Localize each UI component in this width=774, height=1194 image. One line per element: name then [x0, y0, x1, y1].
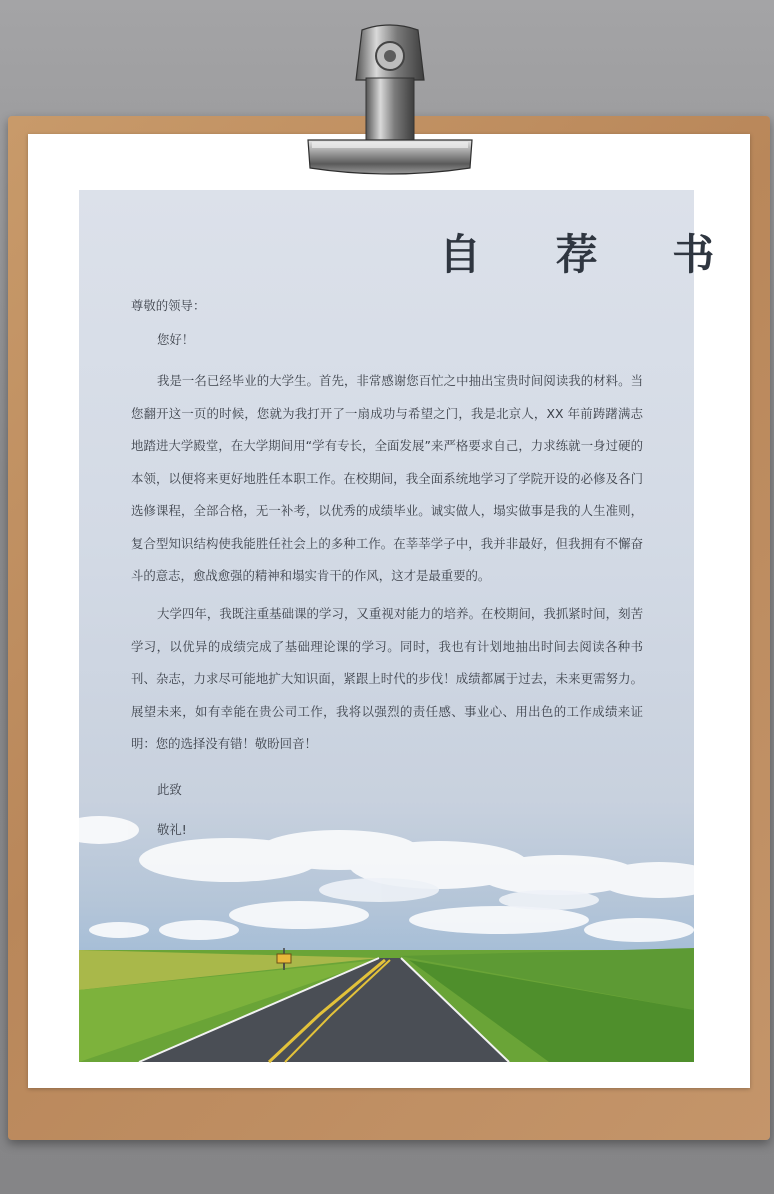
binder-clip-icon [300, 20, 480, 185]
body-paragraph: 我是一名已经毕业的大学生。首先，非常感谢您百忙之中抽出宝贵时间阅读我的材料。当您翻开这一页的时候，您就为我打开了一扇成功与希望之门，我是北京人，XX 年前踌躇满志地踏进大学殿堂，在大学期间用“学有专长，全面发展”来严格要求自己，力求练就一身过硬的本领，以便将来更好地胜任本职工作。在校期间，我全面系统地学习了学院开设的必修及各门选修课程，全部合格，无一补考，以优秀的成绩毕业。诚实做人，塌实做事是我的人生准则，复合型知识结构使我能胜任社会上的多种工作。在莘莘学子中，我并非最好，但我拥有不懈奋斗的意志，愈战愈强的精神和塌实肯干的作风，这才是最重要的。 [131, 373, 643, 583]
hello-line: 您好！ [157, 332, 195, 347]
page-title: 自 荐 书 [439, 230, 745, 279]
road-sign-icon [275, 952, 293, 968]
signoff-line: 敬礼! [157, 822, 187, 837]
road-landscape-illustration [79, 930, 694, 1062]
closing-line: 此致 [157, 782, 182, 797]
salutation: 尊敬的领导： [131, 298, 206, 313]
body-paragraph: 大学四年，我既注重基础课的学习，又重视对能力的培养。在校期间，我抓紧时间，刻苦学习，以优异的成绩完成了基础理论课的学习。同时，我也有计划地抽出时间去阅读各种书刊、杂志，力求尽可能地扩大知识面，紧跟上时代的步伐！成绩都属于过去，未来更需努力。展望未来，如有幸能在贵公司工作，我将以强烈的责任感、事业心、用出色的工作成绩来证明：您的选择没有错！敬盼回音！ [131, 606, 643, 751]
letter-page [79, 190, 745, 1062]
